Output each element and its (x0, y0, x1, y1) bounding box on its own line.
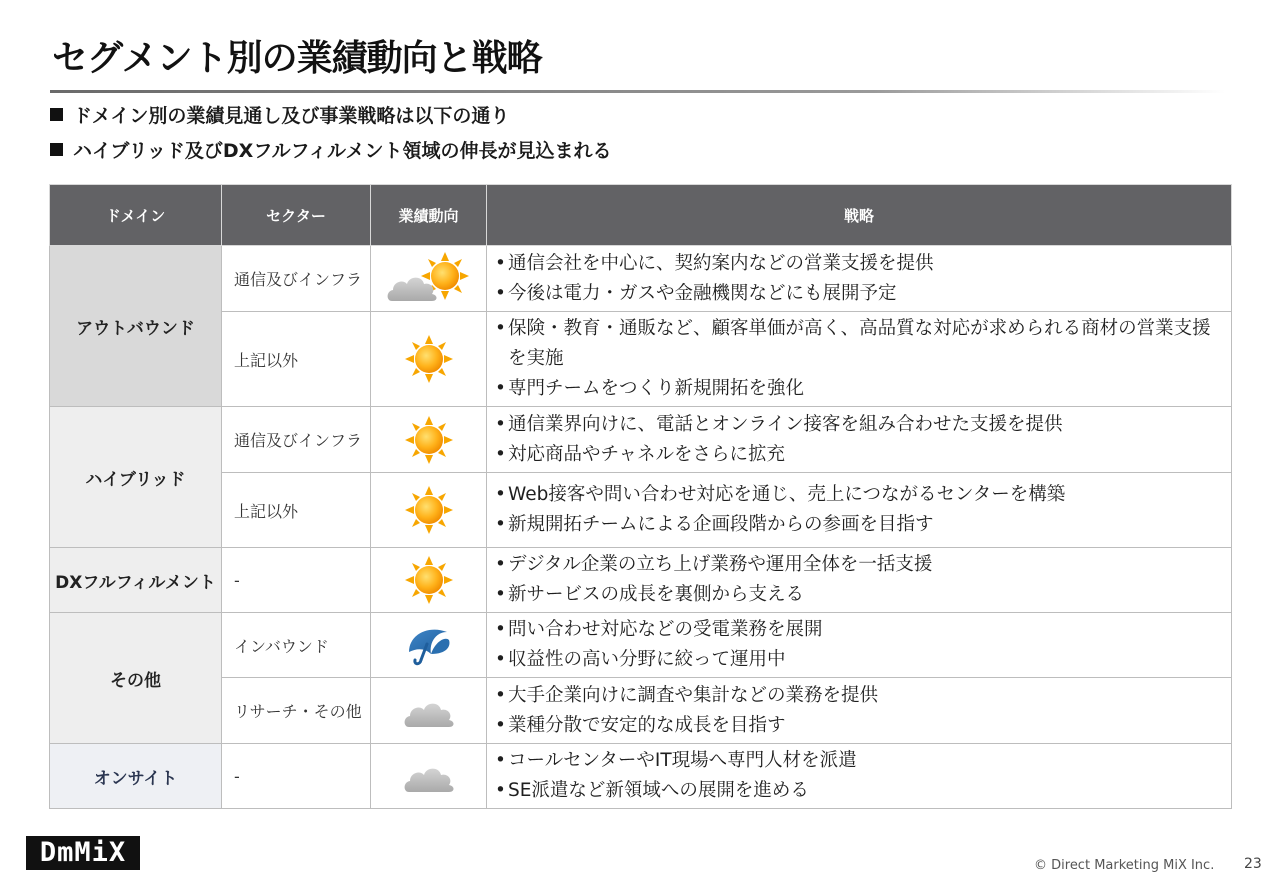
strategy-text: 大手企業向けに調査や集計などの業務を提供 (508, 684, 879, 706)
table-row (50, 613, 1232, 678)
domain-other: その他 (50, 613, 222, 744)
weather-cell (371, 613, 487, 678)
umbrella-icon (405, 622, 453, 668)
sunny-icon (404, 485, 454, 535)
domain-onsite: オンサイト (50, 744, 222, 809)
header-strategy: 戦略 (487, 185, 1232, 246)
title-divider (50, 90, 1225, 93)
strategy-item: • 業種分散で安定的な成長を目指す (495, 711, 1223, 741)
strategy-text: 新サービスの成長を裏側から支える (508, 584, 805, 605)
header-performance: 業績動向 (371, 185, 487, 246)
weather-cell (371, 246, 487, 312)
strategy-item: • 対応商品やチャネルをさらに拡充 (495, 440, 1223, 470)
strategy-cell (487, 744, 1232, 809)
cloudy-icon (399, 756, 459, 796)
copyright-text: © Direct Marketing MiX Inc. (1034, 858, 1215, 873)
strategy-item: • SE派遣など新領域への展開を進める (495, 776, 1223, 806)
domain-dx-fulfillment: DXフルフィルメント (50, 548, 222, 613)
strategy-cell (487, 473, 1232, 548)
sunny-icon (404, 415, 454, 465)
strategy-text: Web接客や問い合わせ対応を通じ、売上につながるセンターを構築 (508, 484, 1066, 505)
weather-cell (371, 312, 487, 407)
cloudy-icon (399, 691, 459, 731)
weather-cell (371, 407, 487, 473)
summary-bullet-1 (50, 101, 509, 128)
weather-cell (371, 678, 487, 744)
strategy-cell (487, 312, 1232, 407)
strategy-item: • デジタル企業の立ち上げ業務や運用全体を一括支援 (495, 550, 1223, 580)
table-row (50, 548, 1232, 613)
page-title: セグメント別の業績動向と戦略 (52, 38, 542, 79)
sector-cell: 通信及びインフラ (222, 246, 371, 312)
strategy-text: 新規開拓チームによる企画段階からの参画を目指す (508, 514, 934, 535)
sunny-icon (404, 555, 454, 605)
strategy-item: • 今後は電力・ガスや金融機関などにも展開予定 (495, 279, 1223, 309)
strategy-item: • 新規開拓チームによる企画段階からの参画を目指す (495, 510, 1223, 540)
strategy-item: • 問い合わせ対応などの受電業務を展開 (495, 615, 1223, 645)
strategy-text: 収益性の高い分野に絞って運用中 (508, 649, 786, 670)
strategy-item: • コールセンターやIT現場へ専門人材を派遣 (495, 746, 1223, 776)
strategy-text: 今後は電力・ガスや金融機関などにも展開予定 (508, 282, 897, 304)
summary-bullet-text: ハイブリッド及びDXフルフィルメント領域の伸長が見込まれる (73, 140, 612, 162)
table-row (50, 678, 1232, 744)
strategy-item: • 収益性の高い分野に絞って運用中 (495, 645, 1223, 675)
strategy-item: • 専門チームをつくり新規開拓を強化 (495, 374, 1223, 404)
sunny-icon (404, 334, 454, 384)
strategy-item: • 通信会社を中心に、契約案内などの営業支援を提供 (495, 249, 1223, 279)
sector-cell: リサーチ・その他 (222, 678, 371, 744)
summary-bullet-text: ドメイン別の業績見通し及び事業戦略は以下の通り (73, 105, 510, 127)
company-logo: DmMiX (26, 836, 140, 870)
strategy-cell (487, 548, 1232, 613)
strategy-cell (487, 678, 1232, 744)
table-row (50, 473, 1232, 548)
sector-cell: 通信及びインフラ (222, 407, 371, 473)
summary-bullet-2 (50, 136, 611, 163)
strategy-text: 通信会社を中心に、契約案内などの営業支援を提供 (508, 252, 934, 274)
strategy-cell (487, 246, 1232, 312)
segment-strategy-table (49, 184, 1232, 809)
strategy-text: 問い合わせ対応などの受電業務を展開 (508, 619, 823, 640)
strategy-item: • 大手企業向けに調査や集計などの業務を提供 (495, 681, 1223, 711)
weather-cell (371, 548, 487, 613)
square-bullet-icon (50, 108, 63, 121)
sector-cell: - (222, 744, 371, 809)
strategy-item: • 通信業界向けに、電話とオンライン接客を組み合わせた支援を提供 (495, 410, 1223, 440)
square-bullet-icon (50, 143, 63, 156)
table-header-row (50, 185, 1232, 246)
header-sector: セクター (222, 185, 371, 246)
sector-cell: - (222, 548, 371, 613)
page-number: 23 (1244, 856, 1262, 872)
table-row (50, 312, 1232, 407)
domain-outbound: アウトバウンド (50, 246, 222, 407)
table-row (50, 407, 1232, 473)
sector-cell: インバウンド (222, 613, 371, 678)
strategy-text: コールセンターやIT現場へ専門人材を派遣 (508, 750, 857, 771)
strategy-text: 業種分散で安定的な成長を目指す (508, 714, 786, 736)
sector-cell: 上記以外 (222, 312, 371, 407)
domain-hybrid: ハイブリッド (50, 407, 222, 548)
strategy-item: • 保険・教育・通販など、顧客単価が高く、高品質な対応が求められる商材の営業支援を実施 (495, 314, 1223, 374)
table-row (50, 246, 1232, 312)
strategy-text: 対応商品やチャネルをさらに拡充 (508, 443, 785, 465)
strategy-text: 保険・教育・通販など、顧客単価が高く、高品質な対応が求められる商材の営業支援を実施 (508, 318, 1211, 369)
weather-cell (371, 744, 487, 809)
table-row (50, 744, 1232, 809)
header-domain: ドメイン (50, 185, 222, 246)
weather-cell (371, 473, 487, 548)
sector-cell: 上記以外 (222, 473, 371, 548)
partly-cloudy-icon (384, 251, 474, 307)
strategy-text: 専門チームをつくり新規開拓を強化 (508, 378, 805, 399)
strategy-text: SE派遣など新領域への展開を進める (508, 780, 809, 801)
strategy-item: • Web接客や問い合わせ対応を通じ、売上につながるセンターを構築 (495, 480, 1223, 510)
strategy-cell (487, 407, 1232, 473)
strategy-item: • 新サービスの成長を裏側から支える (495, 580, 1223, 610)
strategy-cell (487, 613, 1232, 678)
strategy-text: 通信業界向けに、電話とオンライン接客を組み合わせた支援を提供 (508, 413, 1063, 435)
strategy-text: デジタル企業の立ち上げ業務や運用全体を一括支援 (508, 554, 933, 575)
